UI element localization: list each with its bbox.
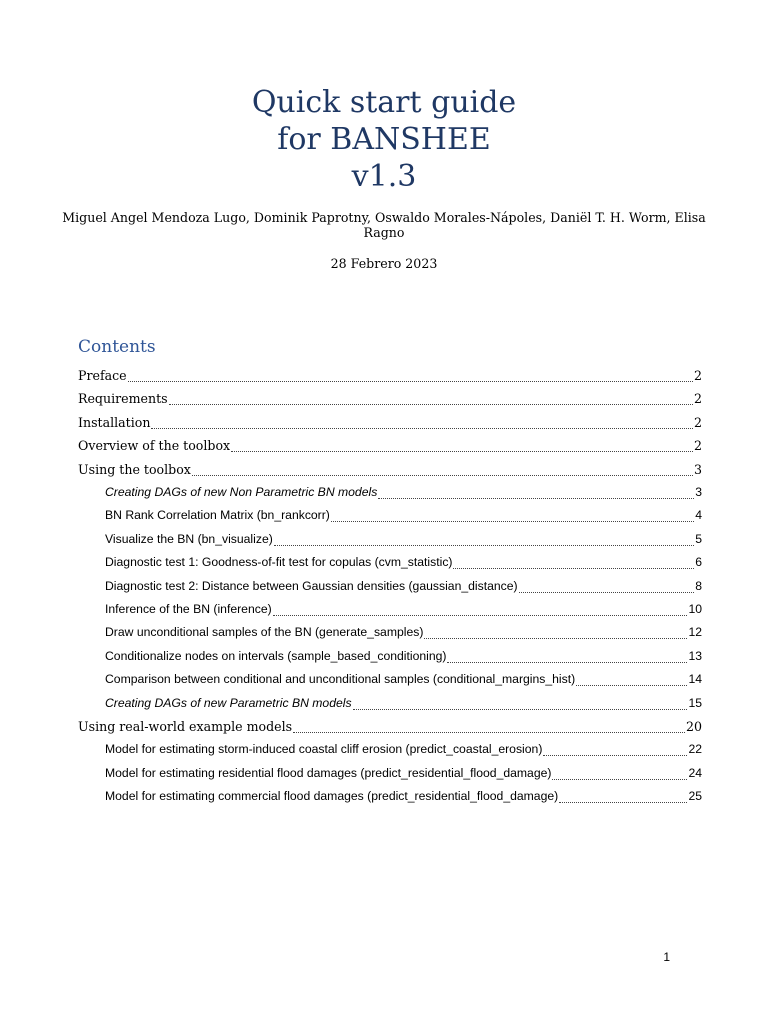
toc-entry[interactable] [105,766,702,784]
toc-leader-dots [576,685,687,686]
toc-entry-page: 5 [695,531,702,546]
toc-entry[interactable] [78,368,702,386]
toc-entry-title: Visualize the BN (bn_visualize) [105,531,273,546]
toc-leader-dots [293,732,685,733]
toc-leader-dots [273,615,688,616]
toc-entry[interactable] [78,719,702,737]
toc-leader-dots [552,779,687,780]
title-line: v1.3 [351,159,417,194]
toc-entry-page: 22 [688,742,702,757]
toc-entry[interactable] [105,672,702,690]
title-line: for BANSHEE [277,122,491,157]
toc-leader-dots [231,451,693,452]
document-title [0,84,768,195]
toc-leader-dots [128,381,693,382]
toc-entry[interactable] [105,789,702,807]
toc-leader-dots [274,545,694,546]
toc-entry[interactable] [105,742,702,760]
toc-entry[interactable] [105,602,702,620]
toc-entry-title: Creating DAGs of new Parametric BN models [105,695,352,710]
toc-entry-page: 25 [688,789,702,804]
toc-entry[interactable] [105,625,702,643]
toc-entry-page: 4 [695,508,702,523]
toc-entry[interactable] [78,415,702,433]
toc-entry-page: 2 [693,368,702,383]
toc-entry-title: Inference of the BN (inference) [105,602,272,616]
toc-leader-dots [331,521,694,522]
toc-entry[interactable] [105,579,702,597]
toc-entry-page: 12 [688,625,702,640]
toc-entry-title: Model for estimating residential flood damages (predict_residential_flood_damage) [105,765,552,780]
page-number: 1 [663,950,670,964]
authors: Miguel Angel Mendoza Lugo, Dominik Paprotny, Oswaldo Morales-Nápoles, Daniël T. H. Worm, Elisa Ragno [62,210,706,240]
contents-heading: Contents [78,337,156,357]
toc-leader-dots [559,802,687,803]
document-date: 28 Febrero 2023 [330,256,438,271]
toc-leader-dots [543,755,687,756]
toc-entry[interactable] [78,462,702,480]
toc-entry-title: Diagnostic test 2: Distance between Gaussian densities (gaussian_distance) [105,578,518,593]
toc-entry[interactable] [105,696,702,714]
toc-entry-title: Creating DAGs of new Non Parametric BN models [105,485,378,499]
toc-entry[interactable] [105,485,702,503]
toc-entry-page: 3 [693,461,702,477]
toc-leader-dots [424,638,687,639]
toc-entry-page: 24 [688,765,702,780]
toc-entry-page: 8 [695,578,702,593]
title-line: Quick start guide [251,85,517,120]
toc-entry[interactable] [78,391,702,409]
toc-entry-title: Comparison between conditional and unconditional samples (conditional_margins_hist) [105,672,576,687]
toc-leader-dots [378,498,694,499]
toc-entry-title: Diagnostic test 1: Goodness-of-fit test for copulas (cvm_statistic) [105,555,453,570]
toc-entry-page: 6 [695,555,702,570]
toc-entry[interactable] [105,555,702,573]
toc-entry-title: Using real-world example models [78,719,293,734]
toc-entry-page: 2 [693,391,702,407]
toc-entry-page: 15 [688,695,702,710]
toc-entry-title: Conditionalize nodes on intervals (sample_based_conditioning) [105,648,447,663]
toc-entry-title: Installation [78,414,151,430]
toc-entry[interactable] [105,649,702,667]
toc-entry-page: 3 [695,485,702,499]
toc-entry-title: Model for estimating commercial flood damages (predict_residential_flood_damage) [105,789,559,804]
toc-entry-title: Preface [78,368,127,383]
toc-leader-dots [453,568,694,569]
toc-entry[interactable] [105,532,702,550]
toc-leader-dots [519,592,695,593]
toc-leader-dots [151,428,693,429]
toc-leader-dots [192,475,693,476]
toc-entry-title: Requirements [78,391,168,407]
toc-entry-title: Draw unconditional samples of the BN (generate_samples) [105,625,424,640]
toc-entry-page: 10 [688,602,702,616]
toc-entry[interactable] [105,508,702,526]
toc-entry[interactable] [78,438,702,456]
toc-entry-title: Model for estimating storm-induced coastal cliff erosion (predict_coastal_erosion) [105,742,543,757]
toc-leader-dots [169,404,693,405]
toc-entry-page: 13 [688,648,702,663]
toc-entry-page: 14 [688,672,702,687]
toc-leader-dots [353,709,688,710]
toc-leader-dots [447,662,687,663]
toc-entry-title: Using the toolbox [78,461,191,477]
toc-entry-page: 2 [693,414,702,430]
toc-entry-page: 2 [693,438,702,454]
toc-entry-title: Overview of the toolbox [78,438,231,454]
toc-entry-title: BN Rank Correlation Matrix (bn_rankcorr) [105,508,330,523]
toc-entry-page: 20 [685,719,702,734]
